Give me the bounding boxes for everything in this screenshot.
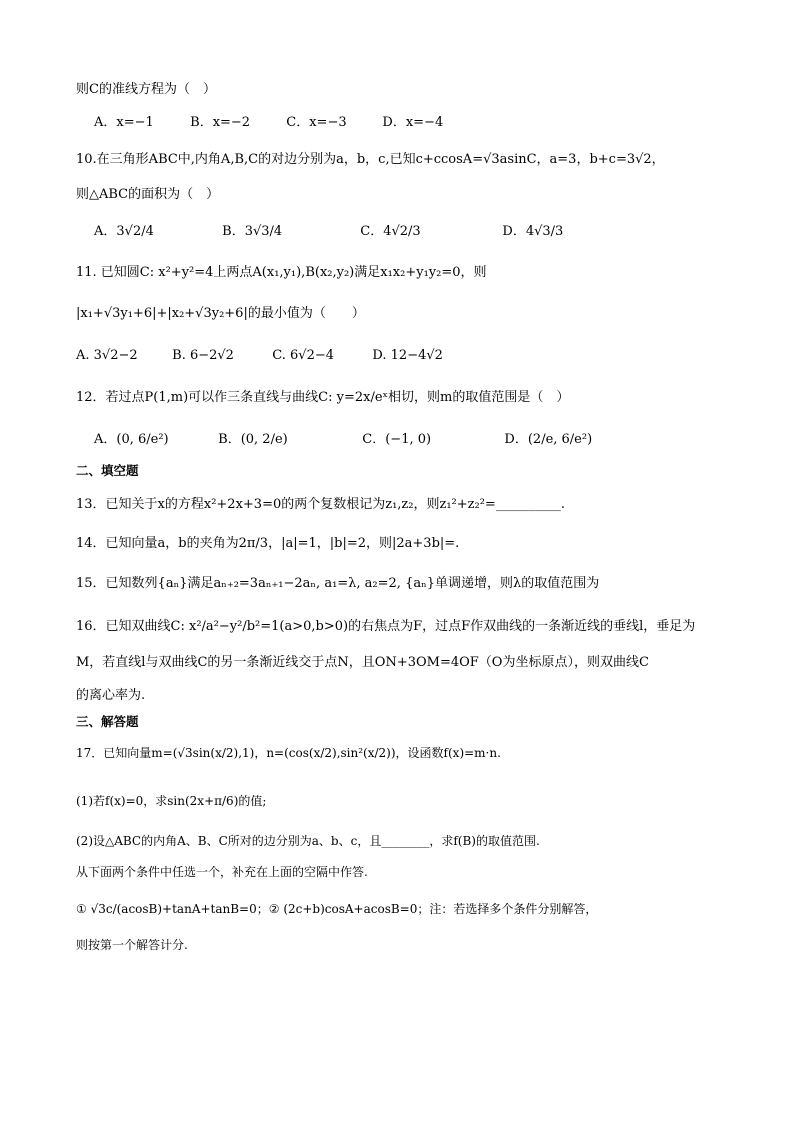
q12-options (94, 430, 594, 450)
q12-option-a: A．(0, 6/e²) (94, 432, 169, 447)
q16-stem: 16．已知双曲线C: x²/a²−y²/b²=1(a>0,b>0)的右焦点为F，过点F作双曲线的一条渐近线的垂线l，垂足为 (76, 619, 696, 634)
q17-stem: 17．已知向量m=(√3sin(x/2),1)，n=(cos(x/2),sin²(x/2))，设函数f(x)=m·n. (76, 746, 501, 760)
section-solutions: 三、解答题 (76, 714, 139, 729)
q17-conditions: ① √3c/(acosB)+tanA+tanB=0；② (2c+b)cosA+acosB=0；注：若选择多个条件分别解答， (76, 902, 598, 916)
section-fill-in: 二、填空题 (76, 463, 139, 478)
q9-option-c: C．x=−3 (286, 115, 347, 130)
q12-option-b: B．(0, 2/e) (218, 432, 288, 447)
q16-stem-cont: M，若直线l与双曲线C的另一条渐近线交于点N，且ON+3OM=4OF（O为坐标原点），则双曲线C (76, 655, 649, 670)
q9-options (94, 113, 474, 133)
q11-option-d: D. 12−4√2 (372, 348, 443, 363)
q11-option-a: A. 3√2−2 (76, 348, 138, 363)
q11-options (76, 346, 472, 366)
q10-stem-cont: 则△ABC的面积为（ ） (76, 187, 220, 202)
q10-options (94, 222, 592, 242)
q12-option-d: D．(2/e, 6/e²) (504, 432, 593, 447)
q11-option-b: B. 6−2√2 (172, 348, 234, 363)
q10-option-a: A．3√2/4 (94, 224, 154, 239)
q10-option-b: B．3√3/4 (222, 224, 283, 239)
q12-stem: 12．若过点P(1,m)可以作三条直线与曲线C: y=2x/eˣ相切，则m的取值范围是（ ） (76, 390, 570, 405)
q14: 14．已知向量a，b的夹角为2π/3，|a|=1，|b|=2，则|2a+3b|=. (76, 536, 460, 551)
q17-part2: (2)设△ABC的内角A、B、C所对的边分别为a、b、c，且________，求f(B)的取值范围. (76, 834, 540, 848)
q12-option-c: C．(−1, 0) (362, 432, 432, 447)
q10-option-c: C．4√2/3 (360, 224, 421, 239)
q11-stem-cont: |x₁+√3y₁+6|+|x₂+√3y₂+6|的最小值为（ ） (76, 306, 365, 321)
q9-option-b: B．x=−2 (190, 115, 251, 130)
q10-stem: 10.在三角形ABC中,内角A,B,C的对边分别为a，b，c,已知c+ccosA=√3asinC，a=3，b+c=3√2， (76, 152, 665, 167)
q10-option-d: D．4√3/3 (502, 224, 564, 239)
q11-option-c: C. 6√2−4 (272, 348, 335, 363)
q13: 13．已知关于x的方程x²+2x+3=0的两个复数根记为z₁,z₂，则z₁²+z₂²=__________. (76, 497, 565, 512)
q9-stem: 则C的准线方程为（ ） (76, 82, 216, 97)
q16-stem-end: 的离心率为. (76, 688, 146, 703)
q17-part1: (1)若f(x)=0，求sin(2x+π/6)的值; (76, 794, 267, 808)
q9-option-a: A．x=−1 (94, 115, 154, 130)
q9-option-d: D．x=−4 (382, 115, 444, 130)
q11-stem: 11. 已知圆C: x²+y²=4上两点A(x₁,y₁),B(x₂,y₂)满足x₁x₂+y₁y₂=0，则 (76, 265, 487, 280)
q15: 15．已知数列{aₙ}满足aₙ₊₂=3aₙ₊₁−2aₙ, a₁=λ, a₂=2, {aₙ}单调递增，则λ的取值范围为 (76, 576, 600, 591)
q17-note: 则按第一个解答计分. (76, 938, 188, 952)
q17-instruction: 从下面两个条件中任选一个，补充在上面的空隔中作答. (76, 865, 368, 879)
